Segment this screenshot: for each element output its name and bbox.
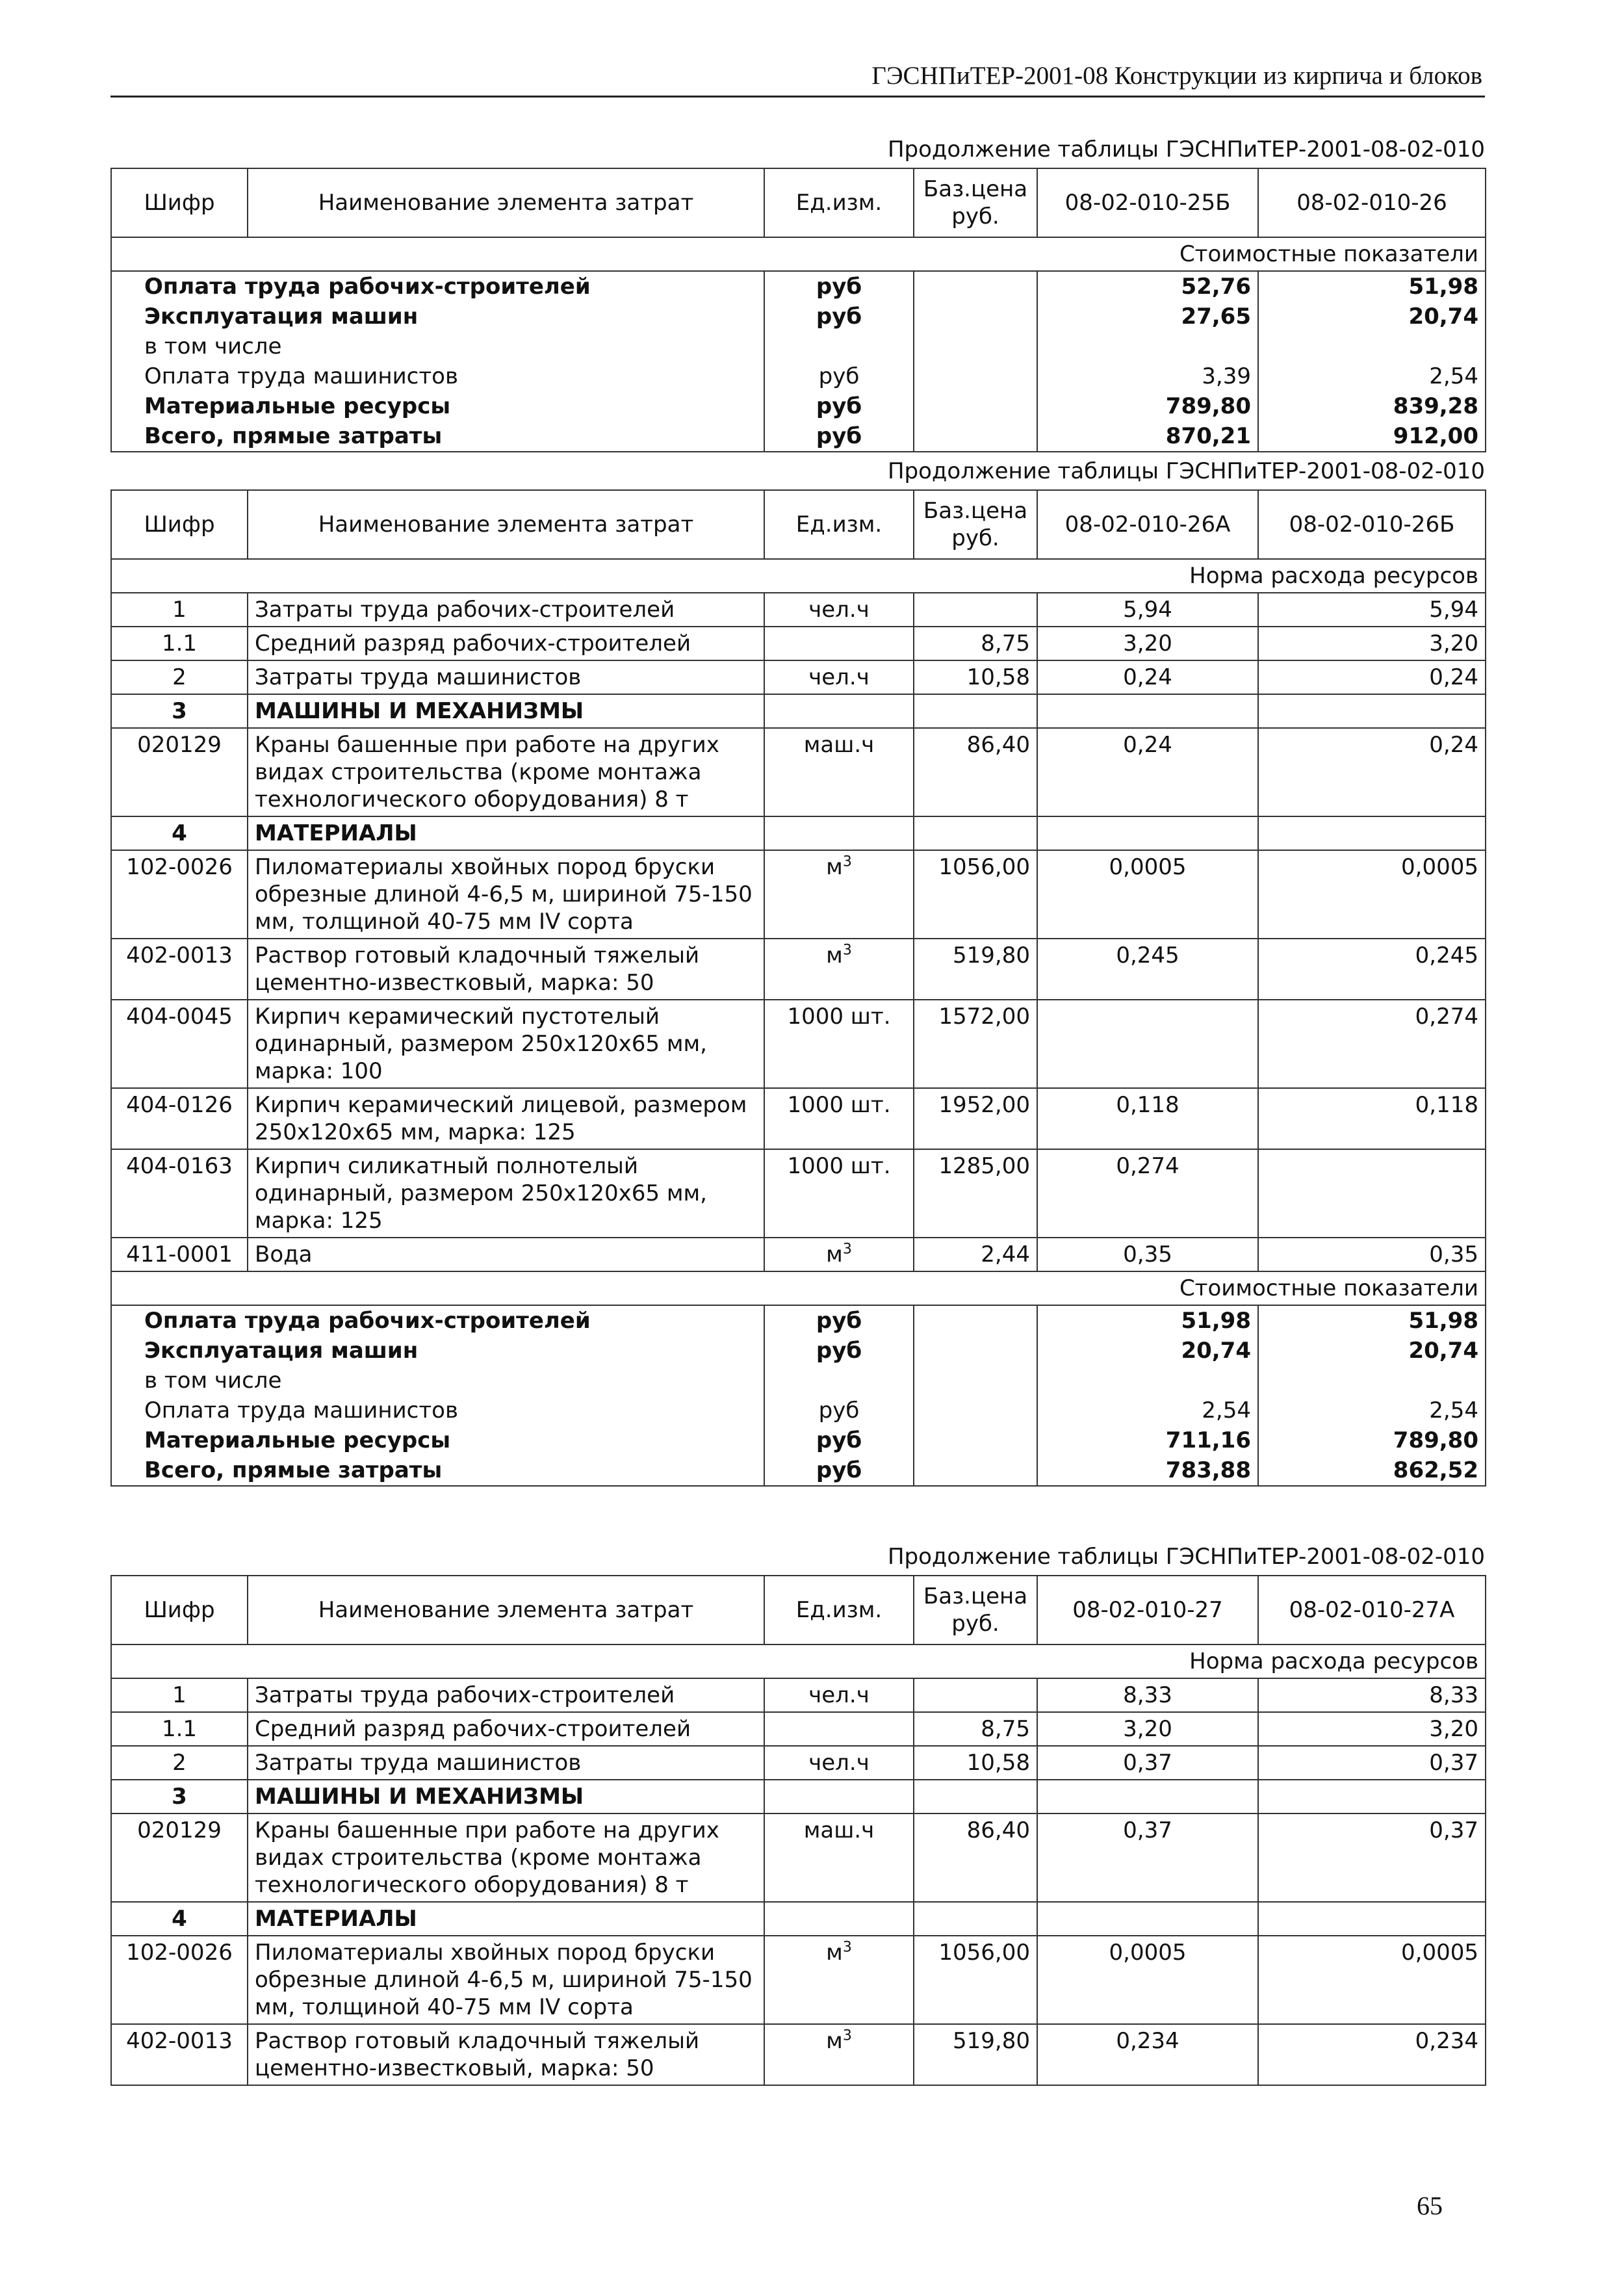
cost-row [111,302,1486,332]
table-row [111,728,1486,816]
row-value-b [1258,816,1486,850]
cost-value-a: 3,39 [1037,361,1258,391]
cost-value-b: 51,98 [1258,1305,1486,1336]
row-unit: маш.ч [764,1814,914,1902]
row-unit: $м^3$ [764,1936,914,2024]
cost-value-a: 20,74 [1037,1336,1258,1366]
cost-unit: руб [764,1336,914,1366]
column-header-b: 08-02-010-26 [1258,168,1486,237]
cost-value-a [1037,1366,1258,1396]
column-header-unit: Ед.изм. [764,168,914,237]
cost-unit: руб [764,1396,914,1425]
row-name: Раствор готовый кладочный тяжелый цементно-известковый, марка: 50 [248,2024,764,2085]
row-value-b [1258,694,1486,728]
cost-value-a [1037,332,1258,361]
table-row [111,1238,1486,1271]
section-title: Норма расхода ресурсов [111,1644,1486,1678]
row-value-b: 0,24 [1258,660,1486,694]
table-continuation-caption: Продолжение таблицы ГЭСНПиТЕР-2001-08-02-010 [887,1544,1485,1570]
cost-unit [764,1366,914,1396]
cost-row [111,421,1486,452]
table-row [111,2024,1486,2085]
row-code: 2 [111,660,248,694]
table-row [111,939,1486,1000]
row-name: Раствор готовый кладочный тяжелый цементно-известковый, марка: 50 [248,939,764,1000]
cost-label: Оплата труда рабочих-строителей [111,1305,764,1336]
column-header-code: Шифр [111,168,248,237]
cost-unit: руб [764,1455,914,1486]
row-unit: $м^3$ [764,939,914,1000]
cost-label: Всего, прямые затраты [111,1455,764,1486]
table-row [111,1678,1486,1712]
row-value-a: 3,20 [1037,627,1258,660]
cost-row [111,1366,1486,1396]
row-code: 020129 [111,728,248,816]
cost-value-a: 783,88 [1037,1455,1258,1486]
row-value-a: 0,118 [1037,1088,1258,1149]
section-title: Стоимостные показатели [111,237,1486,271]
table-row [111,627,1486,660]
table-row [111,1936,1486,2024]
row-unit: $м^3$ [764,2024,914,2085]
row-value-b: 0,118 [1258,1088,1486,1149]
row-code: 404-0163 [111,1149,248,1238]
row-value-a: 0,0005 [1037,1936,1258,2024]
row-price: 86,40 [914,728,1037,816]
row-unit [764,1712,914,1746]
cost-empty-cell [914,302,1037,332]
row-code: 1 [111,593,248,627]
row-value-a: 0,37 [1037,1814,1258,1902]
row-code: 102-0026 [111,850,248,939]
cost-unit: руб [764,421,914,452]
row-code: 411-0001 [111,1238,248,1271]
cost-unit: руб [764,1305,914,1336]
row-value-b: 0,37 [1258,1814,1486,1902]
row-price [914,694,1037,728]
cost-empty-cell [914,1305,1037,1336]
row-code: 2 [111,1746,248,1780]
row-code: 1 [111,1678,248,1712]
row-price: 519,80 [914,939,1037,1000]
cost-label: в том числе [111,1366,764,1396]
row-value-b: 5,94 [1258,593,1486,627]
table-row [111,1814,1486,1902]
cost-value-b [1258,1366,1486,1396]
row-value-a [1037,1000,1258,1088]
column-header-name: Наименование элемента затрат [248,168,764,237]
row-unit: $м^3$ [764,850,914,939]
row-price: 1952,00 [914,1088,1037,1149]
cost-unit: руб [764,391,914,421]
row-code: 020129 [111,1814,248,1902]
cost-unit: руб [764,302,914,332]
cost-value-b: 20,74 [1258,1336,1486,1366]
table-row [111,1902,1486,1936]
cost-value-a: 51,98 [1037,1305,1258,1336]
cost-value-b: 862,52 [1258,1455,1486,1486]
cost-value-a: 2,54 [1037,1396,1258,1425]
cost-value-b: 2,54 [1258,361,1486,391]
row-code: 404-0126 [111,1088,248,1149]
row-code: 3 [111,694,248,728]
cost-value-b: 912,00 [1258,421,1486,452]
row-name: Краны башенные при работе на других видах строительства (кроме монтажа технологического оборудования) 8 т [248,728,764,816]
row-price: 10,58 [914,660,1037,694]
row-value-b: 3,20 [1258,1712,1486,1746]
cost-value-b: 2,54 [1258,1396,1486,1425]
row-name: Пиломатериалы хвойных пород бруски обрезные длиной 4-6,5 м, шириной 75-150 мм, толщиной 40-75 мм IV сорта [248,850,764,939]
row-value-a [1037,1902,1258,1936]
cost-empty-cell [914,1366,1037,1396]
table-row [111,593,1486,627]
row-value-b: 0,234 [1258,2024,1486,2085]
cost-value-a: 789,80 [1037,391,1258,421]
resource-table-3 [110,1575,1486,2086]
row-unit: 1000 шт. [764,1000,914,1088]
row-value-a: 0,234 [1037,2024,1258,2085]
row-value-b: 0,0005 [1258,850,1486,939]
cost-unit: руб [764,1425,914,1455]
resource-table-2 [110,489,1486,1487]
cost-value-b: 839,28 [1258,391,1486,421]
row-unit: чел.ч [764,593,914,627]
table-row [111,1149,1486,1238]
row-price: 8,75 [914,1712,1037,1746]
table-row [111,1000,1486,1088]
row-unit: чел.ч [764,660,914,694]
column-header-b: 08-02-010-26Б [1258,490,1486,559]
cost-label: Всего, прямые затраты [111,421,764,452]
table-row [111,816,1486,850]
page-header-text: ГЭСНПиТЕР-2001-08 Конструкции из кирпича и блоков [871,62,1482,90]
table-row [111,1780,1486,1814]
row-value-a [1037,816,1258,850]
row-unit [764,816,914,850]
resource-table-1 [110,168,1486,452]
table-row [111,1088,1486,1149]
row-unit: чел.ч [764,1746,914,1780]
row-value-a [1037,694,1258,728]
column-header-code: Шифр [111,490,248,559]
row-name: МАШИНЫ И МЕХАНИЗМЫ [248,694,764,728]
cost-empty-cell [914,1425,1037,1455]
row-value-a: 0,274 [1037,1149,1258,1238]
cost-value-b [1258,332,1486,361]
column-header-a: 08-02-010-26А [1037,490,1258,559]
row-price: 1056,00 [914,1936,1037,2024]
row-name: Затраты труда машинистов [248,660,764,694]
row-unit [764,627,914,660]
row-value-b: 0,245 [1258,939,1486,1000]
row-price [914,1902,1037,1936]
row-value-b [1258,1780,1486,1814]
column-header-price: Баз.цена руб. [914,1576,1037,1644]
row-unit [764,1902,914,1936]
row-name: Кирпич керамический пустотелый одинарный, размером 250х120х65 мм, марка: 100 [248,1000,764,1088]
cost-row [111,1336,1486,1366]
row-price [914,1678,1037,1712]
cost-value-b: 20,74 [1258,302,1486,332]
row-price: 10,58 [914,1746,1037,1780]
row-unit [764,694,914,728]
cost-empty-cell [914,1396,1037,1425]
cost-unit: руб [764,361,914,391]
cost-label: Оплата труда машинистов [111,1396,764,1425]
cost-label: Оплата труда рабочих-строителей [111,271,764,302]
row-code: 1.1 [111,627,248,660]
row-code: 402-0013 [111,2024,248,2085]
cost-row [111,1305,1486,1336]
table-continuation-caption: Продолжение таблицы ГЭСНПиТЕР-2001-08-02-010 [887,458,1485,484]
row-value-a: 0,37 [1037,1746,1258,1780]
row-unit: 1000 шт. [764,1149,914,1238]
cost-value-a: 27,65 [1037,302,1258,332]
row-name: Затраты труда рабочих-строителей [248,593,764,627]
cost-row [111,361,1486,391]
row-unit: 1000 шт. [764,1088,914,1149]
row-code: 404-0045 [111,1000,248,1088]
cost-label: Материальные ресурсы [111,391,764,421]
cost-value-b: 789,80 [1258,1425,1486,1455]
row-name: Вода [248,1238,764,1271]
column-header-price: Баз.цена руб. [914,490,1037,559]
row-value-a: 0,245 [1037,939,1258,1000]
page-number: 65 [1417,2191,1443,2220]
row-name: Краны башенные при работе на других видах строительства (кроме монтажа технологического оборудования) 8 т [248,1814,764,1902]
cost-empty-cell [914,391,1037,421]
cost-row [111,1425,1486,1455]
page-header [110,51,1485,98]
row-value-b: 0,0005 [1258,1936,1486,2024]
row-code: 4 [111,816,248,850]
cost-empty-cell [914,1336,1037,1366]
table-row [111,850,1486,939]
row-unit: маш.ч [764,728,914,816]
cost-row [111,332,1486,361]
column-header-a: 08-02-010-25Б [1037,168,1258,237]
row-value-a: 8,33 [1037,1678,1258,1712]
cost-value-a: 52,76 [1037,271,1258,302]
row-unit [764,1780,914,1814]
row-price: 2,44 [914,1238,1037,1271]
table-row [111,1712,1486,1746]
row-code: 102-0026 [111,1936,248,2024]
row-value-b: 3,20 [1258,627,1486,660]
cost-label: Эксплуатация машин [111,1336,764,1366]
row-value-b [1258,1902,1486,1936]
row-name: Кирпич керамический лицевой, размером 250х120х65 мм, марка: 125 [248,1088,764,1149]
row-value-b: 0,274 [1258,1000,1486,1088]
row-value-a: 0,0005 [1037,850,1258,939]
cost-label: Эксплуатация машин [111,302,764,332]
row-value-b: 8,33 [1258,1678,1486,1712]
row-unit: чел.ч [764,1678,914,1712]
cost-empty-cell [914,271,1037,302]
row-price [914,593,1037,627]
cost-row [111,1455,1486,1486]
row-price [914,816,1037,850]
row-value-b: 0,24 [1258,728,1486,816]
cost-empty-cell [914,332,1037,361]
row-unit: $м^3$ [764,1238,914,1271]
section-title: Стоимостные показатели [111,1271,1486,1305]
column-header-unit: Ед.изм. [764,1576,914,1644]
row-price: 8,75 [914,627,1037,660]
column-header-name: Наименование элемента затрат [248,490,764,559]
row-code: 1.1 [111,1712,248,1746]
row-code: 3 [111,1780,248,1814]
row-value-a: 5,94 [1037,593,1258,627]
column-header-unit: Ед.изм. [764,490,914,559]
row-name: Кирпич силикатный полнотелый одинарный, размером 250х120х65 мм, марка: 125 [248,1149,764,1238]
row-code: 4 [111,1902,248,1936]
cost-unit: руб [764,271,914,302]
row-price: 1056,00 [914,850,1037,939]
row-price: 86,40 [914,1814,1037,1902]
cost-label: Материальные ресурсы [111,1425,764,1455]
row-price: 519,80 [914,2024,1037,2085]
cost-row [111,391,1486,421]
cost-row [111,271,1486,302]
row-code: 402-0013 [111,939,248,1000]
table-row [111,660,1486,694]
column-header-code: Шифр [111,1576,248,1644]
column-header-a: 08-02-010-27 [1037,1576,1258,1644]
row-name: Затраты труда машинистов [248,1746,764,1780]
row-name: Затраты труда рабочих-строителей [248,1678,764,1712]
column-header-name: Наименование элемента затрат [248,1576,764,1644]
cost-empty-cell [914,421,1037,452]
cost-value-a: 711,16 [1037,1425,1258,1455]
cost-value-b: 51,98 [1258,271,1486,302]
row-value-a: 0,24 [1037,728,1258,816]
cost-empty-cell [914,361,1037,391]
cost-value-a: 870,21 [1037,421,1258,452]
table-continuation-caption: Продолжение таблицы ГЭСНПиТЕР-2001-08-02-010 [887,136,1485,162]
cost-label: в том числе [111,332,764,361]
row-price: 1285,00 [914,1149,1037,1238]
row-name: МАТЕРИАЛЫ [248,1902,764,1936]
row-name: Средний разряд рабочих-строителей [248,627,764,660]
row-value-b: 0,37 [1258,1746,1486,1780]
cost-row [111,1396,1486,1425]
row-value-a: 0,35 [1037,1238,1258,1271]
row-price: 1572,00 [914,1000,1037,1088]
table-row [111,694,1486,728]
row-price [914,1780,1037,1814]
row-name: МАШИНЫ И МЕХАНИЗМЫ [248,1780,764,1814]
column-header-price: Баз.цена руб. [914,168,1037,237]
row-name: Средний разряд рабочих-строителей [248,1712,764,1746]
row-name: Пиломатериалы хвойных пород бруски обрезные длиной 4-6,5 м, шириной 75-150 мм, толщиной 40-75 мм IV сорта [248,1936,764,2024]
row-name: МАТЕРИАЛЫ [248,816,764,850]
column-header-b: 08-02-010-27А [1258,1576,1486,1644]
cost-label: Оплата труда машинистов [111,361,764,391]
row-value-b [1258,1149,1486,1238]
table-row [111,1746,1486,1780]
cost-empty-cell [914,1455,1037,1486]
row-value-a: 0,24 [1037,660,1258,694]
row-value-b: 0,35 [1258,1238,1486,1271]
section-title: Норма расхода ресурсов [111,559,1486,593]
row-value-a: 3,20 [1037,1712,1258,1746]
row-value-a [1037,1780,1258,1814]
cost-unit [764,332,914,361]
